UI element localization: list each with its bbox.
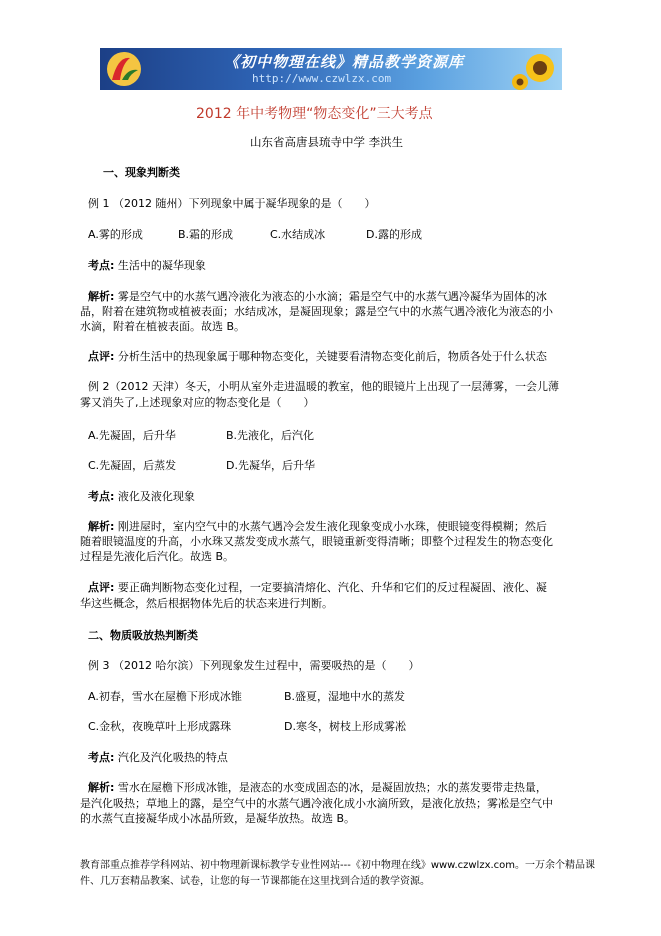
kaodian-text: 汽化及汽化吸热的特点 [117,751,228,764]
jiexi-text: 雾是空气中的水蒸气遇冷液化为液态的小水滴；霜是空气中的水蒸气遇冷凝华为固体的冰 [117,290,547,303]
option-d: D.寒冬，树枝上形成雾凇 [284,720,406,733]
banner-url[interactable]: http://www.czwlzx.com [252,72,392,85]
option-a: A.先凝固，后升华 [88,429,176,442]
option-b: B.盛夏，湿地中水的蒸发 [284,690,406,703]
jiexi-text: 过程是先液化后汽化。故选 B。 [80,550,235,563]
question-text: 例 1 （2012 随州）下列现象中属于凝华现象的是（ ） [88,197,376,210]
jiexi-text: 随着眼镜温度的升高，小水珠又蒸发变成水蒸气，眼镜重新变得清晰；即整个过程发生的物态变化 [80,535,553,548]
option-c: C.先凝固，后蒸发 [88,459,177,472]
jiexi-line [88,779,547,795]
option-a: A.雾的形成 [88,228,143,241]
dianping-label: 点评: [88,581,115,594]
kaodian-text: 生活中的凝华现象 [117,259,206,272]
question-text: 雾又消失了,上述现象对应的物态变化是（ ） [80,396,315,409]
page-title: 2012 年中考物理“物态变化”三大考点 [196,106,433,122]
jiexi-text: 是汽化吸热；草地上的露，是空气中的水蒸气遇冷液化成小水滴所致，是液化放热；雾凇是空气中 [80,797,553,810]
jiexi-label: 解析: [88,781,115,794]
site-logo-icon [104,50,144,88]
header-banner [100,48,562,90]
question-text: 例 2（2012 天津）冬天，小明从室外走进温暖的教室，他的眼镜片上出现了一层薄雾，一会儿薄 [88,380,559,393]
jiexi-label: 解析: [88,290,115,303]
footer-text: 件、几万套精品教案、试卷，让您的每一节课都能在这里找到合适的教学资源。 [80,876,430,887]
footer-text: 教育部重点推荐学科网站、初中物理新课标教学专业性网站---《初中物理在线》www.czwlzx.com。一万余个精品课 [80,860,596,871]
jiexi-text: 雪水在屋檐下形成冰锥，是液态的水变成固态的冰，是凝固放热；水的蒸发要带走热量， [117,781,547,794]
jiexi-text: 的水蒸气直接凝华成小冰晶所致，是凝华放热。故选 B。 [80,812,356,825]
option-a: A.初春，雪水在屋檐下形成冰锥 [88,690,242,703]
jiexi-line [88,288,547,304]
option-b: B.先液化，后汽化 [226,429,315,442]
jiexi-text: 刚进屋时，室内空气中的水蒸气遇冷会发生液化现象变成小水珠，使眼镜变得模糊；然后 [117,520,547,533]
jiexi-line [88,518,547,534]
kaodian-line [88,257,206,273]
option-c: C.金秋，夜晚草叶上形成露珠 [88,720,232,733]
option-d: D.露的形成 [366,228,422,241]
dianping-text: 华这些概念，然后根据物体先后的状态来进行判断。 [80,597,333,610]
banner-title: 《初中物理在线》精品教学资源库 [224,53,465,71]
dianping-text: 分析生活中的热现象属于哪种物态变化，关键要看清物态变化前后，物质各处于什么状态 [117,350,547,363]
kaodian-text: 液化及液化现象 [117,490,195,503]
section-heading: 二、物质吸放热判断类 [88,629,198,642]
jiexi-text: 水滴，附着在植被表面。故选 B。 [80,320,246,333]
dianping-text: 要正确判断物态变化过程，一定要搞清熔化、汽化、升华和它们的反过程凝固、液化、凝 [117,581,547,594]
option-d: D.先凝华，后升华 [226,459,315,472]
kaodian-label: 考点: [88,751,115,764]
kaodian-label: 考点: [88,259,115,272]
dianping-label: 点评: [88,350,115,363]
kaodian-line [88,488,195,504]
jiexi-label: 解析: [88,520,115,533]
kaodian-label: 考点: [88,490,115,503]
dianping-line [88,579,547,595]
kaodian-line [88,749,228,765]
sunflower-icon [510,48,562,90]
option-b: B.霜的形成 [178,228,234,241]
option-c: C.水结成冰 [270,228,326,241]
question-text: 例 3 （2012 哈尔滨）下列现象发生过程中，需要吸热的是（ ） [88,659,420,672]
author-line: 山东省高唐县琉寺中学 李洪生 [250,135,404,149]
section-heading: 一、现象判断类 [103,166,180,179]
jiexi-text: 晶，附着在建筑物或植被表面；水结成冰，是凝固现象；露是空气中的水蒸气遇冷液化为液态的小 [80,305,553,318]
dianping-line [88,348,547,364]
